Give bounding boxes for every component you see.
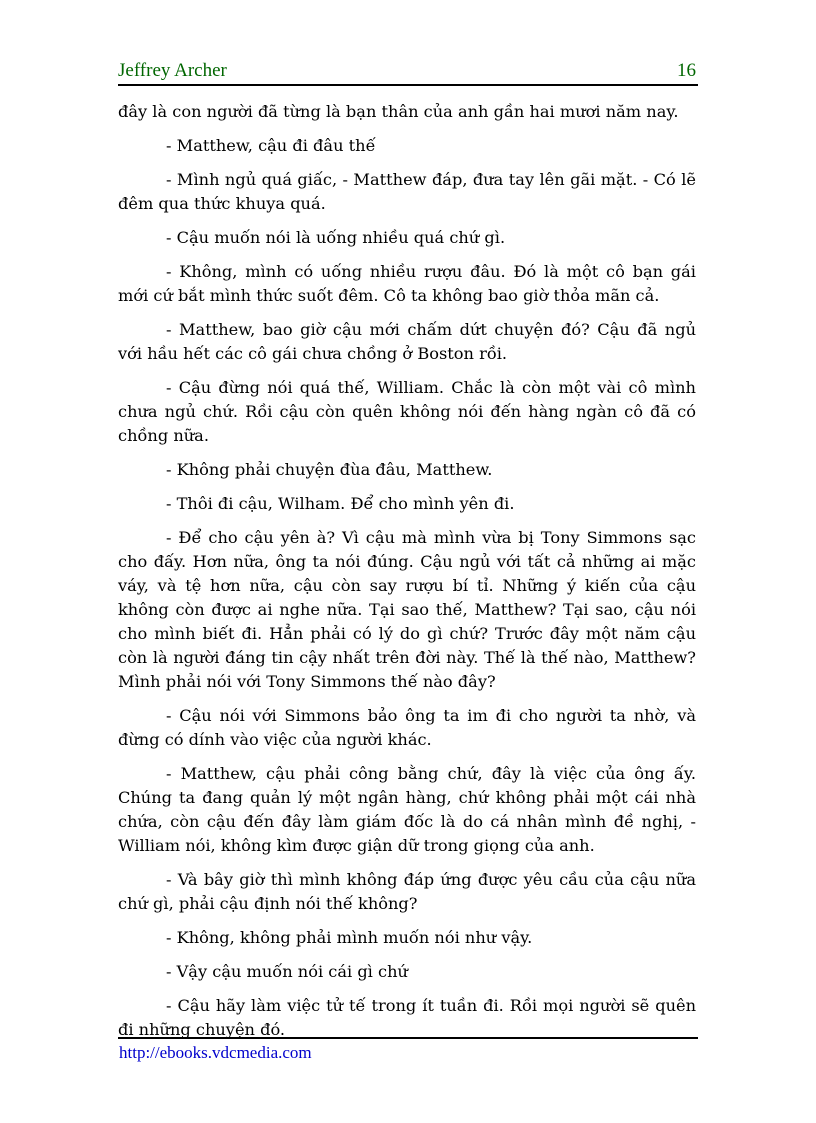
paragraph: - Matthew, cậu phải công bằng chứ, đây là việc của ông ấy. Chúng ta đang quản lý một ngân hàng, chứ không phải một cái nhà chứa, còn cậu đến đây làm giám đốc là do cá nhân mình đề nghị, - William nói, không kìm được giận dữ trong giọng của anh. [118, 764, 696, 855]
paragraph: - Cậu hãy làm việc tử tế trong ít tuần đi. Rồi mọi người sẽ quên đi những chuyện đó. [118, 996, 696, 1039]
paragraph: - Matthew, bao giờ cậu mới chấm dứt chuyện đó? Cậu đã ngủ với hầu hết các cô gái chưa chồng ở Boston rồi. [118, 320, 696, 363]
paragraph: - Không phải chuyện đùa đâu, Matthew. [166, 460, 493, 479]
paragraph: - Để cho cậu yên à? Vì cậu mà mình vừa bị Tony Simmons sạc cho đấy. Hơn nữa, ông ta nói đúng. Cậu ngủ với tất cả những ai mặc váy, và tệ hơn nữa, cậu còn say rượu bí tỉ. Những ý kiến của cậu không còn được ai nghe nữa. Tại sao thế, Matthew? Tại sao, cậu nói cho mình biết đi. Hẳn phải có lý do gì chứ? Trước đây một năm cậu còn là người đáng tin cậy nhất trên đời này. Thế là thế nào, Matthew? Mình phải nói với Tony Simmons thế nào đây? [118, 528, 696, 691]
paragraph: - Mình ngủ quá giấc, - Matthew đáp, đưa tay lên gãi mặt. - Có lẽ đêm qua thức khuya quá. [118, 170, 696, 213]
page-header [118, 58, 698, 86]
paragraph: - Matthew, cậu đi đâu thế [166, 136, 376, 155]
paragraph: - Cậu nói với Simmons bảo ông ta im đi cho người ta nhờ, và đừng có dính vào việc của người khác. [118, 706, 696, 749]
footer-divider [118, 1037, 698, 1039]
paragraph: đây là con người đã từng là bạn thân của anh gần hai mươi năm nay. [118, 102, 679, 121]
body-text [118, 100, 696, 1052]
paragraph: - Và bây giờ thì mình không đáp ứng được yêu cầu của cậu nữa chứ gì, phải cậu định nói thế không? [118, 870, 696, 913]
header-author: Jeffrey Archer [118, 60, 227, 81]
paragraph: - Thôi đi cậu, Wilham. Để cho mình yên đi. [166, 494, 515, 513]
paragraph: - Không, mình có uống nhiều rượu đâu. Đó là một cô bạn gái mới cứ bắt mình thức suốt đêm. Cô ta không bao giờ thỏa mãn cả. [118, 262, 696, 305]
paragraph: - Vậy cậu muốn nói cái gì chứ [166, 962, 408, 981]
paragraph: - Cậu đừng nói quá thế, William. Chắc là còn một vài cô mình chưa ngủ chứ. Rồi cậu còn quên không nói đến hàng ngàn cô đã có chồng nữa. [118, 378, 696, 445]
paragraph: - Cậu muốn nói là uống nhiều quá chứ gì. [166, 228, 506, 247]
page-number: 16 [677, 60, 696, 81]
paragraph: - Không, không phải mình muốn nói như vậy. [166, 928, 533, 947]
footer-link[interactable]: http://ebooks.vdcmedia.com [119, 1043, 312, 1062]
